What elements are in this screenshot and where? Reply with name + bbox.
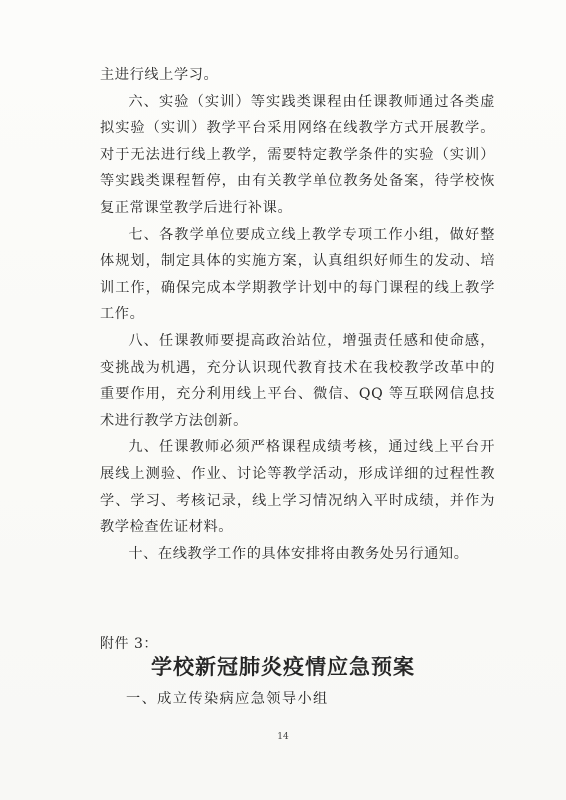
paragraph-item-6: 六、实验（实训）等实践类课程由任课教师通过各类虚拟实验（实训）教学平台采用网络在线教学方式开展教学。对于无法进行线上教学，需要特定教学条件的实验（实训）等实践类课程暂停，由有关教学单位教务处备案，待学校恢复正常课堂教学后进行补课。 <box>100 93 495 216</box>
paragraph-item-8: 八、任课教师要提高政治站位，增强责任感和使命感，变挑战为机遇，充分认识现代教育技术在我校教学改革中的重要作用，充分利用线上平台、微信、QQ 等互联网信息技术进行教学方法创新。 <box>100 332 495 429</box>
paragraph-item-10: 十、在线教学工作的具体安排将由教务处另行通知。 <box>128 545 469 562</box>
section-heading: 一、成立传染病应急领导小组 <box>126 691 329 707</box>
paragraph-item-7: 七、各教学单位要成立线上教学专项工作小组，做好整体规划，制定具体的实施方案，认真组织好师生的发动、培训工作，确保完成本学期教学计划中的每门课程的线上教学工作。 <box>100 226 495 323</box>
document-body <box>100 62 495 567</box>
attachment-label: 附件 3： <box>100 636 158 652</box>
paragraph-item-9: 九、任课教师必须严格课程成绩考核，通过线上平台开展线上测验、作业、讨论等教学活动，形成详细的过程性教学、学习、考核记录，线上学习情况纳入平时成绩，并作为教学检查佐证材料。 <box>100 439 495 536</box>
attachment-title: 学校新冠肺炎疫情应急预案 <box>151 654 415 679</box>
paragraph-continuation: 主进行线上学习。 <box>100 67 219 83</box>
page-number: 14 <box>277 732 289 742</box>
